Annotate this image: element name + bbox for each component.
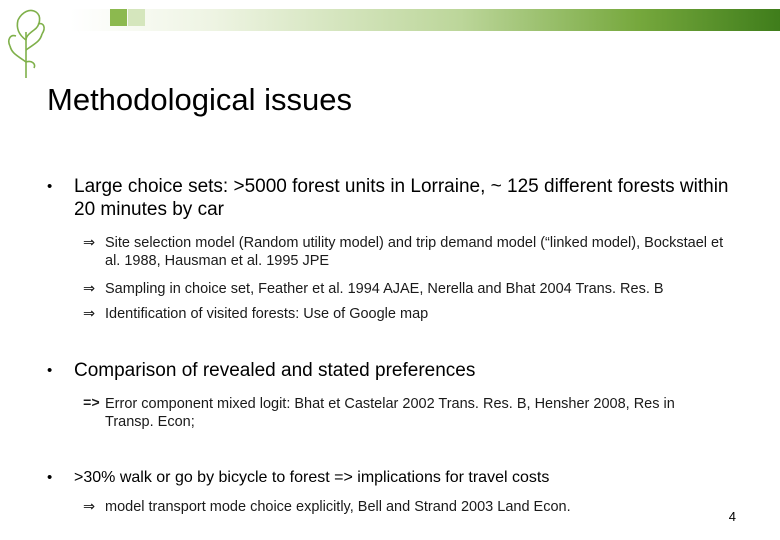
header-square-light: [128, 9, 145, 26]
bullet-1-sub-3-text: Identification of visited forests: Use of Google map: [105, 306, 429, 322]
bullet-1-sub-1-text: Site selection model (Random utility model) and trip demand model (“linked model), Bockstael et al. 1988, Hausman et al. 1995 JPE: [105, 235, 724, 269]
bullet-2-sub-1-text: Error component mixed logit: Bhat et Castelar 2002 Trans. Res. B, Hensher 2008, Res in Transp. Econ;: [105, 396, 675, 430]
bullet-2-text: Comparison of revealed and stated preferences: [74, 360, 476, 381]
bullet-3-text: >30% walk or go by bicycle to forest => implications for travel costs: [74, 469, 550, 486]
bullet-dot: •: [47, 362, 53, 379]
slide-title: Methodological issues: [47, 82, 353, 117]
implies-arrow: ⇒: [83, 281, 96, 297]
implies-prefix: =>: [83, 396, 100, 412]
page-number: 4: [728, 509, 736, 524]
bullet-dot: •: [47, 178, 53, 195]
bullet-3-sub-1-text: model transport mode choice explicitly, Bell and Strand 2003 Land Econ.: [105, 499, 571, 515]
header-square-dark: [110, 9, 127, 26]
implies-arrow: ⇒: [83, 499, 96, 515]
bullet-dot: •: [47, 469, 53, 486]
tree-logo-icon: [4, 2, 48, 80]
bullet-1-text: Large choice sets: >5000 forest units in Lorraine, ~ 125 different forests within 20 minutes by car: [74, 176, 729, 220]
header-gradient-bar: [70, 9, 780, 31]
implies-arrow: ⇒: [83, 306, 96, 322]
bullet-1-sub-2-text: Sampling in choice set, Feather et al. 1994 AJAE, Nerella and Bhat 2004 Trans. Res. B: [105, 281, 664, 297]
implies-arrow: ⇒: [83, 235, 96, 251]
